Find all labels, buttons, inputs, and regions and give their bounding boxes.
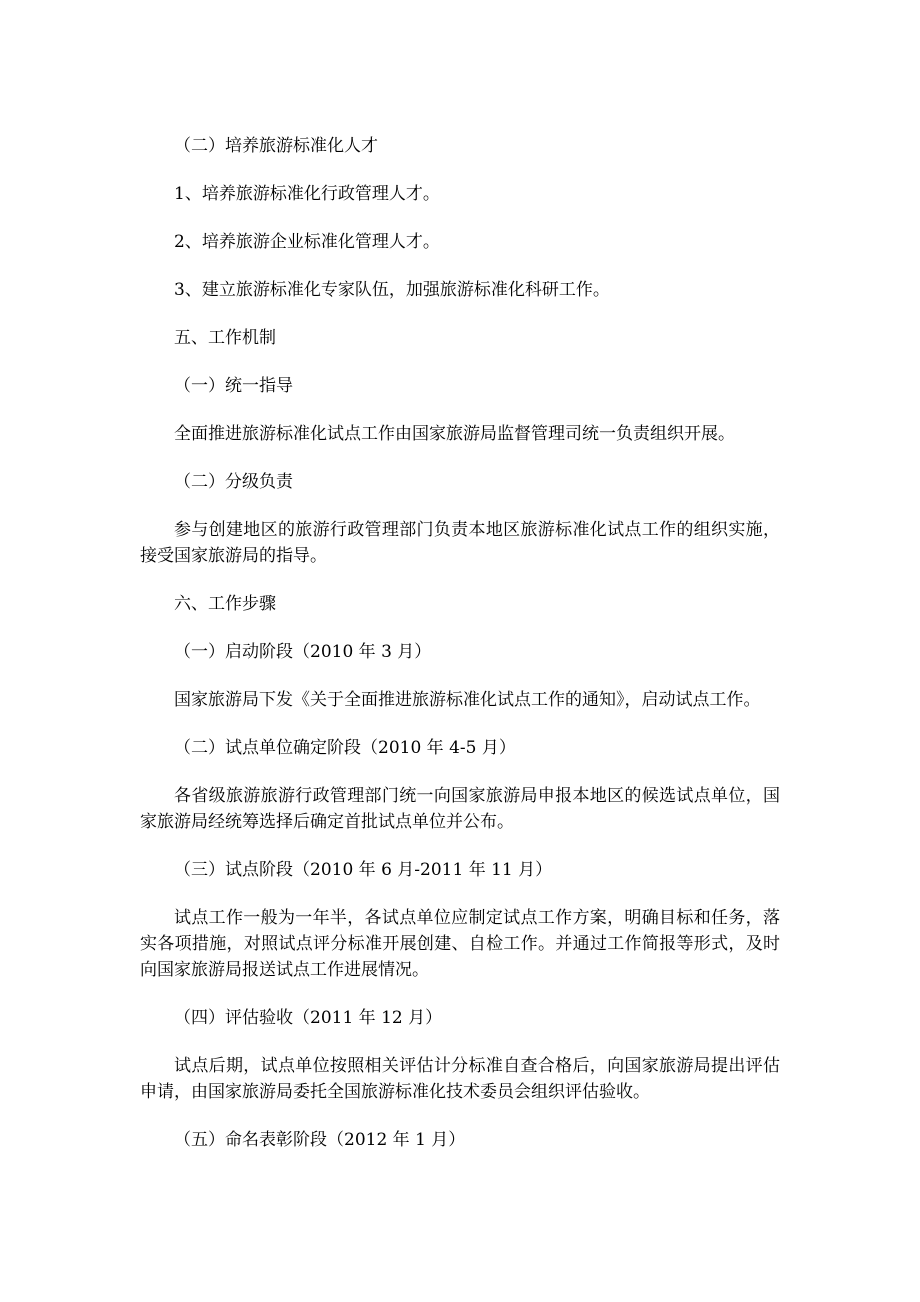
body-paragraph: 全面推进旅游标准化试点工作由国家旅游局监督管理司统一负责组织开展。 xyxy=(174,424,735,444)
section-heading: （二）培养旅游标准化人才 xyxy=(174,136,378,156)
section-heading: （二）分级负责 xyxy=(174,472,293,492)
chapter-heading: 五、工作机制 xyxy=(174,328,276,348)
list-item: 3、建立旅游标准化专家队伍，加强旅游标准化科研工作。 xyxy=(174,280,610,300)
chapter-heading: 六、工作步骤 xyxy=(174,594,276,614)
section-heading: （四）评估验收（2011 年 12 月） xyxy=(174,1008,443,1028)
document-body xyxy=(140,133,780,1153)
body-paragraph: 参与创建地区的旅游行政管理部门负责本地区旅游标准化试点工作的组织实施，接受国家旅游局的指导。 xyxy=(140,520,780,566)
list-item: 1、培养旅游标准化行政管理人才。 xyxy=(174,184,440,204)
body-paragraph: 国家旅游局下发《关于全面推进旅游标准化试点工作的通知》，启动试点工作。 xyxy=(174,690,761,710)
body-paragraph: 试点工作一般为一年半，各试点单位应制定试点工作方案，明确目标和任务，落实各项措施，对照试点评分标准开展创建、自检工作。并通过工作简报等形式，及时向国家旅游局报送试点工作进展情况。 xyxy=(140,908,780,980)
section-heading: （三）试点阶段（2010 年 6 月-2011 年 11 月） xyxy=(174,860,553,880)
list-item: 2、培养旅游企业标准化管理人才。 xyxy=(174,232,440,252)
section-heading: （二）试点单位确定阶段（2010 年 4-5 月） xyxy=(174,738,516,758)
section-heading: （一）统一指导 xyxy=(174,376,293,396)
section-heading: （一）启动阶段（2010 年 3 月） xyxy=(174,642,432,662)
body-paragraph: 各省级旅游旅游行政管理部门统一向国家旅游局申报本地区的候选试点单位，国家旅游局经统筹选择后确定首批试点单位并公布。 xyxy=(140,786,780,832)
body-paragraph: 试点后期，试点单位按照相关评估计分标准自查合格后，向国家旅游局提出评估申请，由国家旅游局委托全国旅游标准化技术委员会组织评估验收。 xyxy=(140,1056,780,1102)
section-heading: （五）命名表彰阶段（2012 年 1 月） xyxy=(174,1130,466,1150)
